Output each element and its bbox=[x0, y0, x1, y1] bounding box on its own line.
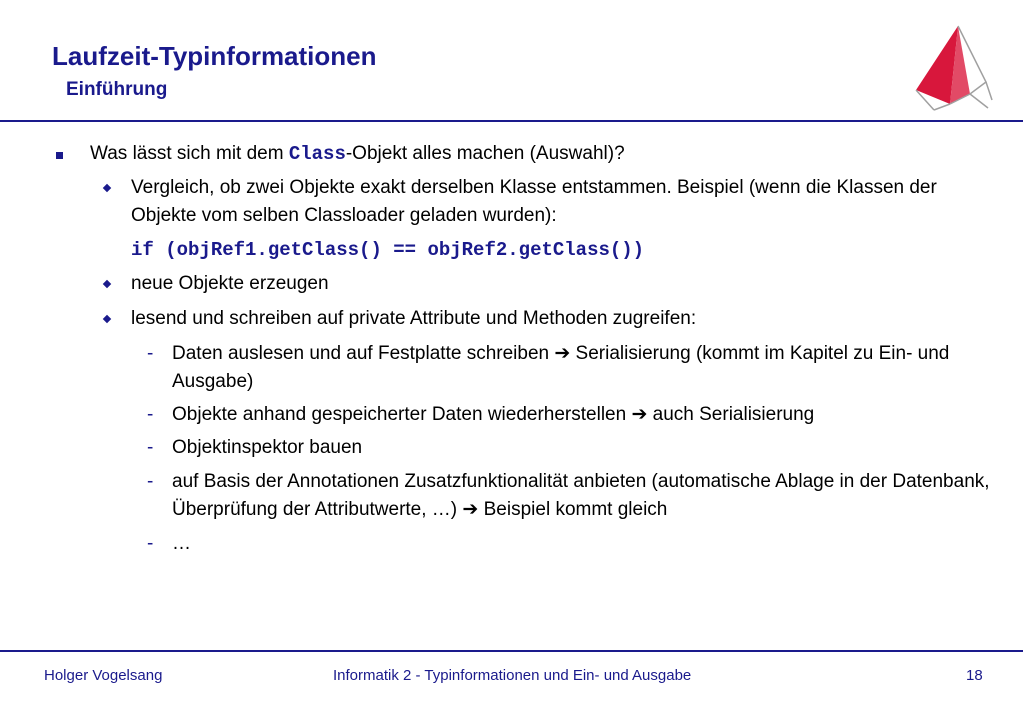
square-bullet-icon bbox=[56, 152, 63, 159]
subitem-serialize bbox=[172, 340, 992, 396]
code-example: if (objRef1.getClass() == objRef2.getClass()) bbox=[131, 239, 645, 261]
slide-title: Laufzeit-Typinformationen bbox=[52, 41, 377, 71]
subitem-text: Objekte anhand gespeicherter Daten wiederherstellen bbox=[172, 404, 632, 425]
diamond-bullet-icon bbox=[103, 184, 111, 192]
arrow-icon: ➔ bbox=[631, 404, 648, 425]
university-logo bbox=[908, 20, 998, 112]
footer-divider bbox=[0, 650, 1023, 652]
class-keyword: Class bbox=[288, 143, 346, 165]
arrow-icon: ➔ bbox=[462, 499, 479, 520]
dash-bullet: - bbox=[147, 533, 154, 554]
subitem-restore bbox=[172, 401, 992, 429]
subitem-text: auf Basis der Annotationen Zusatzfunktionalität anbieten (automatische Ablage in der Datenbank, Überprüfung der Attributwerte, …) bbox=[172, 471, 990, 520]
subitem-text-end: Serialisierung (kommt im Kapitel zu Ein- und Ausgabe) bbox=[172, 343, 950, 392]
arrow-icon: ➔ bbox=[554, 343, 571, 364]
subitem-text: Daten auslesen und auf Festplatte schreiben bbox=[172, 343, 555, 364]
subitem-annotations bbox=[172, 468, 992, 524]
subitem-ellipsis: … bbox=[172, 533, 191, 554]
diamond-bullet-icon bbox=[103, 280, 111, 288]
bullet-question bbox=[90, 140, 625, 168]
subitem-text-end: auch Serialisierung bbox=[647, 404, 815, 425]
subitem-text-end: Beispiel kommt gleich bbox=[478, 499, 668, 520]
dash-bullet: - bbox=[147, 404, 154, 425]
question-text-end: -Objekt alles machen (Auswahl)? bbox=[345, 143, 625, 164]
dash-bullet: - bbox=[147, 471, 154, 492]
diamond-bullet-icon bbox=[103, 315, 111, 323]
slide-subtitle: Einführung bbox=[66, 79, 168, 100]
bullet-create: neue Objekte erzeugen bbox=[131, 273, 329, 294]
header-divider bbox=[0, 120, 1023, 122]
footer-author: Holger Vogelsang bbox=[44, 667, 163, 684]
dash-bullet: - bbox=[147, 343, 154, 364]
bullet-compare: Vergleich, ob zwei Objekte exakt derselben Klasse entstammen. Beispiel (wenn die Klassen der Objekte vom selben Classloader geladen wurden): bbox=[131, 177, 937, 226]
page-number: 18 bbox=[966, 667, 983, 684]
bullet-access: lesend und schreiben auf private Attribute und Methoden zugreifen: bbox=[131, 308, 697, 329]
question-text: Was lässt sich mit dem bbox=[90, 143, 289, 164]
footer-course: Informatik 2 - Typinformationen und Ein- und Ausgabe bbox=[333, 667, 692, 684]
subitem-inspector: Objektinspektor bauen bbox=[172, 437, 363, 458]
dash-bullet: - bbox=[147, 437, 154, 458]
